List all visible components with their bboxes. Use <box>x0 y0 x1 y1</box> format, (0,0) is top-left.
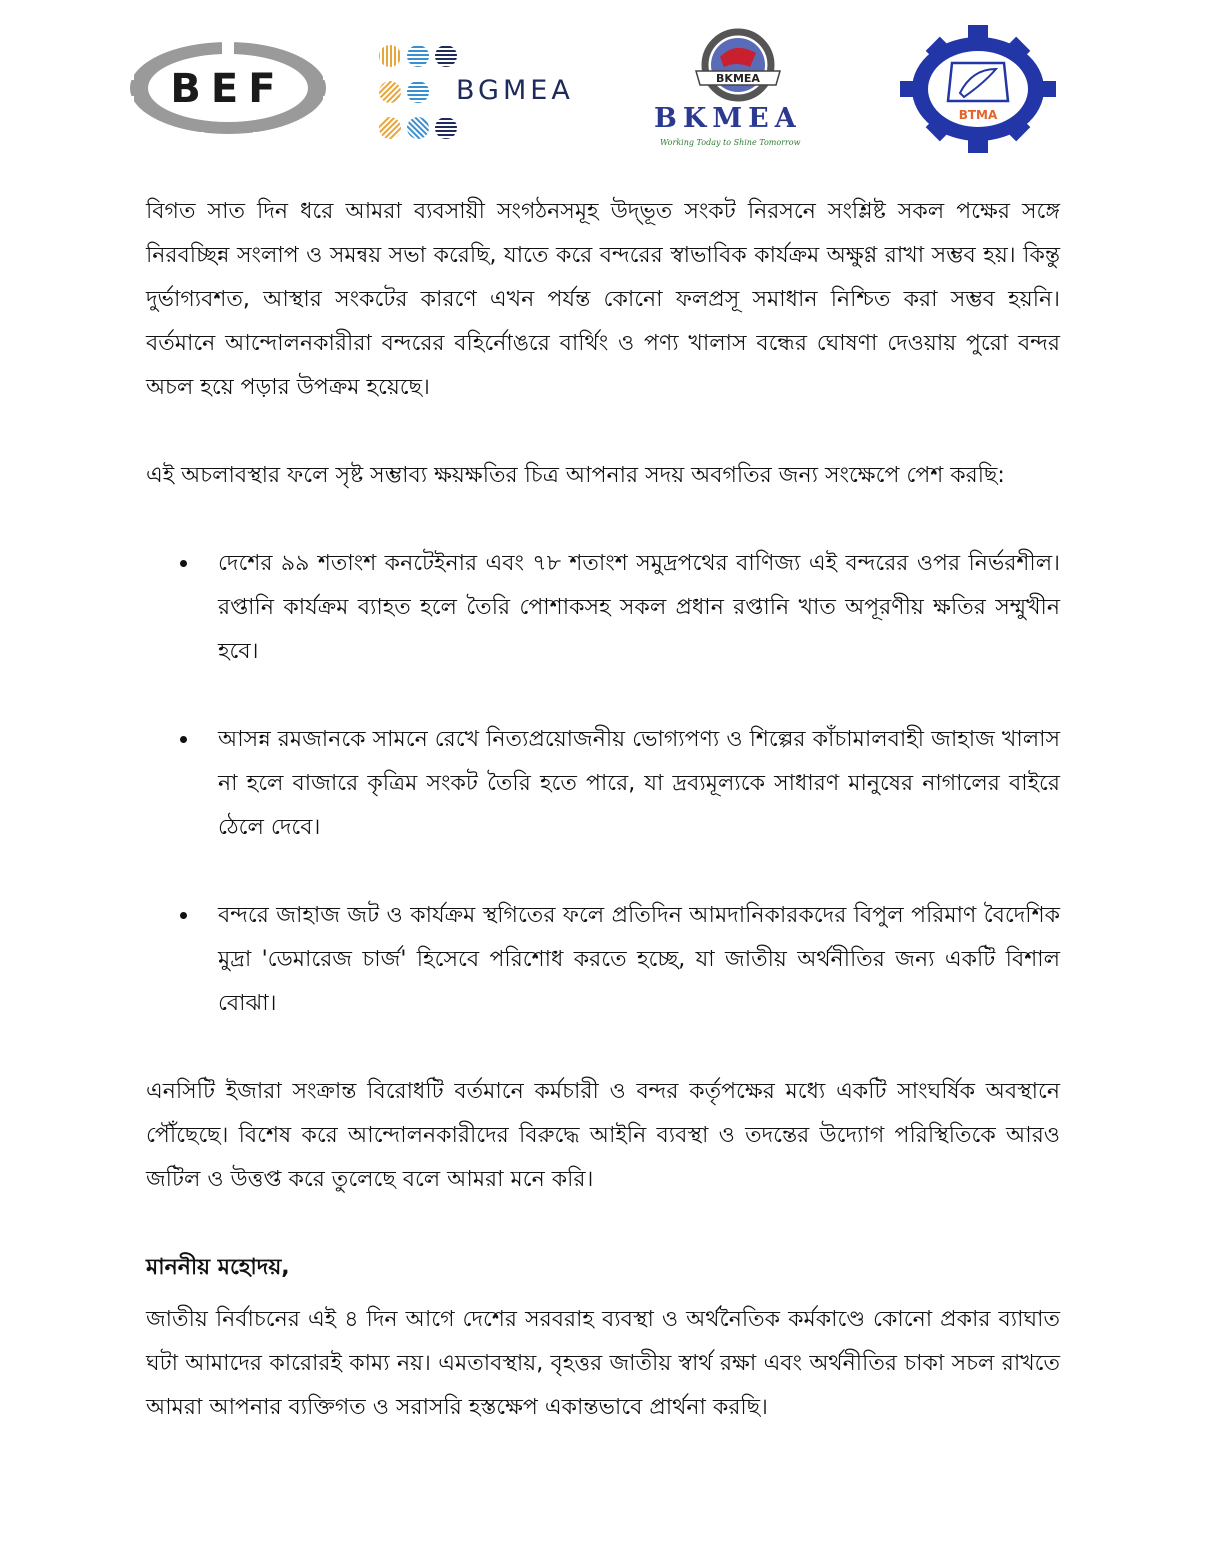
gear-emblem-icon <box>126 38 331 138</box>
bef-logo <box>126 38 331 138</box>
globe-badge-icon <box>650 28 830 104</box>
bkmea-tagline: Working Today to Shine Tomorrow <box>660 138 801 147</box>
salutation: মাননীয় মহোদয়, <box>146 1255 290 1280</box>
bgmea-logo-text: BGMEA <box>456 75 574 106</box>
paragraph-request: জাতীয় নির্বাচনের এই ৪ দিন আগে দেশের সরবরাহ ব্যবস্থা ও অর্থনৈতিক কর্মকাণ্ডে কোনো প্রকার ব্যাঘাত ঘটা আমাদের কারোরই কাম্য নয়। এমতাবস্থায়, বৃহত্তর জাতীয় স্বার্থ রক্ষা এবং অর্থনীতির চাকা সচল রাখতে আমরা আপনার ব্যক্তিগত ও সরাসরি হস্তক্ষেপ একান্তভাবে প্রার্থনা করছি। <box>146 1307 1060 1420</box>
list-item <box>146 894 1060 1026</box>
bkmea-badge-text: BKMEA <box>716 72 760 85</box>
paragraph-dispute: এনসিটি ইজারা সংক্রান্ত বিরোধটি বর্তমানে কর্মচারী ও বন্দর কর্তৃপক্ষের মধ্যে একটি সাংঘর্ষিক অবস্থানে পৌঁছেছে। বিশেষ করে আন্দোলনকারীদের বিরুদ্ধে আইনি ব্যবস্থা ও তদন্তের উদ্যোগ পরিস্থিতিকে আরও জটিল ও উত্তপ্ত করে তুলেছে বলে আমরা মনে করি। <box>146 1079 1060 1192</box>
btma-logo <box>898 24 1058 154</box>
paragraph-summary-lead: এই অচলাবস্থার ফলে সৃষ্ট সম্ভাব্য ক্ষয়ক্ষতির চিত্র আপনার সদয় অবগতির জন্য সংক্ষেপে পেশ করছি: <box>146 463 1005 488</box>
bullet-icon <box>180 736 187 743</box>
logo-header <box>0 28 1206 158</box>
list-item <box>146 542 1060 674</box>
list-item-text: দেশের ৯৯ শতাংশ কনটেইনার এবং ৭৮ শতাংশ সমুদ্রপথের বাণিজ্য এই বন্দরের ওপর নির্ভরশীল। রপ্তানি কার্যক্রম ব্যাহত হলে তৈরি পোশাকসহ সকল প্রধান রপ্তানি খাত অপূরণীয় ক্ষতির সম্মুখীন হবে। <box>218 551 1060 664</box>
bgmea-logo <box>378 42 598 142</box>
bkmea-logo <box>650 28 830 152</box>
letter-body <box>146 190 1060 1470</box>
bullet-icon <box>180 560 187 567</box>
list-item-text: আসন্ন রমজানকে সামনে রেখে নিত্যপ্রয়োজনীয় ভোগ্যপণ্য ও শিল্পের কাঁচামালবাহী জাহাজ খালাস না হলে বাজারে কৃত্রিম সংকট তৈরি হতে পারে, যা দ্রব্যমূল্যকে সাধারণ মানুষের নাগালের বাইরে ঠেলে দেবে। <box>218 727 1060 840</box>
bkmea-logo-text: BKMEA <box>654 103 802 134</box>
paragraph-intro: বিগত সাত দিন ধরে আমরা ব্যবসায়ী সংগঠনসমূহ উদ্‌ভূত সংকট নিরসনে সংশ্লিষ্ট সকল পক্ষের সঙ্গে নিরবচ্ছিন্ন সংলাপ ও সমন্বয় সভা করেছি, যাতে করে বন্দরের স্বাভাবিক কার্যক্রম অক্ষুণ্ণ রাখা সম্ভব হয়। কিন্তু দুর্ভাগ্যবশত, আস্থার সংকটের কারণে এখন পর্যন্ত কোনো ফলপ্রসূ সমাধান নিশ্চিত করা সম্ভব হয়নি। বর্তমানে আন্দোলনকারীরা বন্দরের বহির্নোঙরে বার্থিং ও পণ্য খালাস বন্ধের ঘোষণা দেওয়ায় পুরো বন্দর অচল হয়ে পড়ার উপক্রম হয়েছে। <box>146 199 1060 400</box>
dotted-circles-icon <box>378 42 458 142</box>
list-item <box>146 718 1060 850</box>
gear-spindle-icon <box>898 24 1058 154</box>
btma-logo-text: BTMA <box>958 108 998 122</box>
impact-list <box>146 542 1060 1026</box>
bullet-icon <box>180 912 187 919</box>
bef-logo-text: BEF <box>170 66 286 112</box>
list-item-text: বন্দরে জাহাজ জট ও কার্যক্রম স্থগিতের ফলে প্রতিদিন আমদানিকারকদের বিপুল পরিমাণ বৈদেশিক মুদ্রা 'ডেমারেজ চার্জ' হিসেবে পরিশোধ করতে হচ্ছে, যা জাতীয় অর্থনীতির জন্য একটি বিশাল বোঝা। <box>218 903 1060 1016</box>
